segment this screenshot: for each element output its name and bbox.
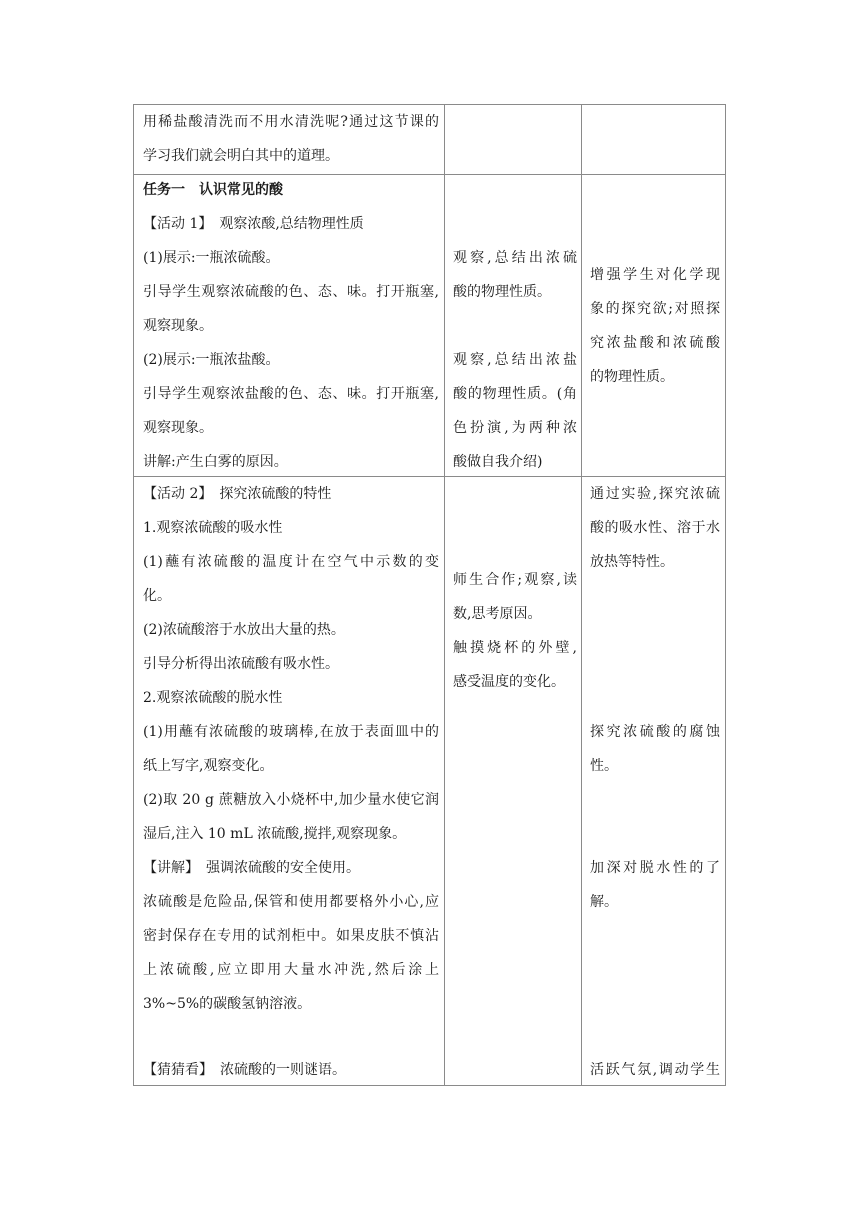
table-row-text: (1)蘸有浓硫酸的温度计在空气中示数的变: [143, 554, 439, 570]
table-row-text: (2)展示:一瓶浓盐酸。: [143, 352, 280, 368]
design-intent-text: 通过实验,探究浓硫: [590, 486, 720, 502]
table-row-text: 引导分析得出浓硫酸有吸水性。: [143, 656, 339, 672]
activity-heading: 【活动 2】 探究浓硫酸的特性: [143, 486, 332, 502]
table-row-text: 引导学生观察浓硫酸的色、态、味。打开瓶塞,: [143, 284, 439, 300]
table-border-bottom: [133, 1085, 726, 1086]
student-activity-text: 酸的物理性质。: [453, 284, 551, 300]
table-row-text: 浓硫酸是危险品,保管和使用都要格外小心,应: [143, 894, 439, 910]
design-intent-text: 酸的吸水性、溶于水: [590, 520, 720, 536]
student-activity-text: 色扮演,为两种浓: [453, 420, 577, 436]
student-activity-text: 数,思考原因。: [453, 606, 542, 622]
student-activity-text: 触摸烧杯的外壁,: [453, 640, 577, 656]
student-activity-text: 酸的物理性质。(角: [453, 386, 577, 402]
table-row-text: (2)浓硫酸溶于水放出大量的热。: [143, 622, 345, 638]
table-row-text: 观察现象。: [143, 420, 213, 436]
lesson-plan-table: [133, 104, 726, 1086]
design-intent-text: 增强学生对化学现: [590, 267, 720, 283]
table-border-top: [133, 104, 726, 105]
table-row-text: 讲解:产生白雾的原因。: [143, 454, 288, 470]
student-activity-text: 观察,总结出浓硫: [453, 250, 577, 266]
table-row-text: 引导学生观察浓盐酸的色、态、味。打开瓶塞,: [143, 386, 439, 402]
table-row-text: 密封保存在专用的试剂柜中。如果皮肤不慎沾: [143, 928, 439, 944]
design-intent-text: 加深对脱水性的了: [590, 860, 720, 876]
column-divider: [581, 104, 582, 1086]
table-row-text: 上浓硫酸,应立即用大量水冲洗,然后涂上: [143, 962, 439, 978]
table-row-text: (2)取 20 g 蔗糖放入小烧杯中,加少量水使它润: [143, 792, 439, 808]
table-row-text: 湿后,注入 10 mL 浓硫酸,搅拌,观察现象。: [143, 826, 407, 842]
student-activity-text: 酸做自我介绍): [453, 454, 543, 470]
design-intent-text: 性。: [590, 758, 618, 774]
design-intent-text: 解。: [590, 894, 618, 910]
design-intent-text: 放热等特性。: [590, 554, 674, 570]
table-row-text: 1.观察浓硫酸的吸水性: [143, 520, 283, 536]
row-divider: [133, 476, 726, 477]
activity-heading: 【活动 1】 观察浓酸,总结物理性质: [143, 216, 364, 232]
design-intent-text: 象的探究欲;对照探: [590, 301, 720, 317]
design-intent-text: 的物理性质。: [590, 369, 674, 385]
student-activity-text: 感受温度的变化。: [453, 674, 565, 690]
table-row-text: 3%~5%的碳酸氢钠溶液。: [143, 996, 312, 1012]
column-divider: [444, 104, 445, 1086]
task-heading: 任务一 认识常见的酸: [143, 182, 283, 198]
design-intent-text: 探究浓硫酸的腐蚀: [590, 724, 720, 740]
table-row-text: (1)展示:一瓶浓硫酸。: [143, 250, 280, 266]
student-activity-text: 师生合作;观察,读: [453, 572, 577, 588]
design-intent-text: 活跃气氛,调动学生: [590, 1062, 720, 1078]
table-row-text: 学习我们就会明白其中的道理。: [143, 148, 339, 164]
design-intent-text: 究浓盐酸和浓硫酸: [590, 335, 720, 351]
riddle-heading: 【猜猜看】 浓硫酸的一则谜语。: [143, 1062, 346, 1078]
table-row-text: 2.观察浓硫酸的脱水性: [143, 690, 283, 706]
table-row-text: 观察现象。: [143, 318, 213, 334]
table-row-text: 纸上写字,观察变化。: [143, 758, 274, 774]
table-row-text: 化。: [143, 588, 171, 604]
row-divider: [133, 174, 726, 175]
table-border-right: [725, 104, 726, 1086]
table-row-text: 用稀盐酸清洗而不用水清洗呢?通过这节课的: [143, 114, 439, 130]
table-row-text: (1)用蘸有浓硫酸的玻璃棒,在放于表面皿中的: [143, 724, 439, 740]
table-border-left: [133, 104, 134, 1086]
explanation-heading: 【讲解】 强调浓硫酸的安全使用。: [143, 860, 360, 876]
student-activity-text: 观察,总结出浓盐: [453, 352, 577, 368]
